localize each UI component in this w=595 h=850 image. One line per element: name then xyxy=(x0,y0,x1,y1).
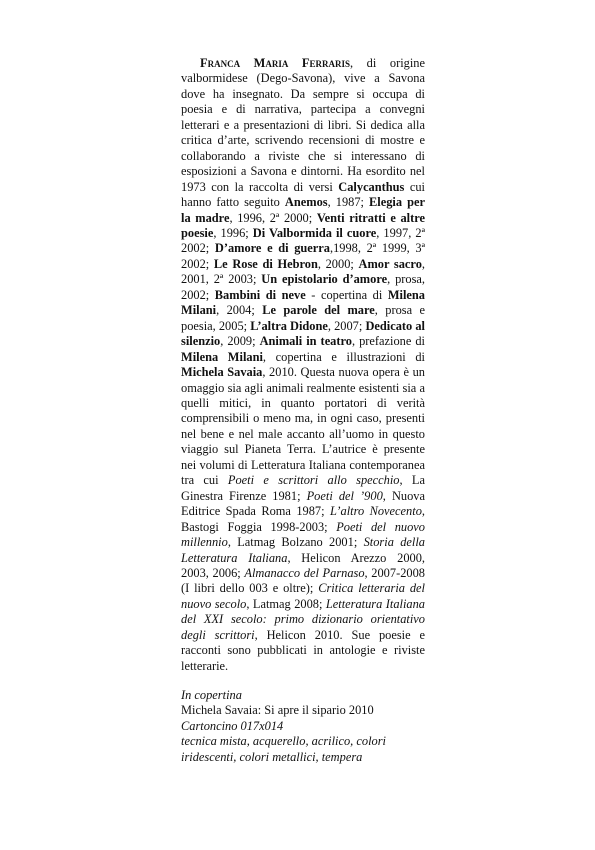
bio-text: , 1997, 2ª 2002; xyxy=(181,225,425,256)
author-biography xyxy=(181,56,425,674)
bio-text: , prosa, 2002; xyxy=(181,272,425,302)
bio-emphasis: Amor sacro xyxy=(358,256,422,271)
bio-text: , 2000; xyxy=(317,256,359,271)
bio-emphasis: Calycanthus xyxy=(338,179,405,194)
bio-emphasis: Letteratura Italiana del XXI secolo: primo dizionario orientativo degli scrittori xyxy=(181,596,425,642)
bio-text: , Helicon 2010. Sue poesie e racconti sono pubblicati in antologie e riviste letterarie. xyxy=(181,627,425,673)
cover-caption xyxy=(181,688,431,765)
bio-text: , 2004; xyxy=(216,303,263,318)
bio-emphasis: L’altra Didone xyxy=(250,318,328,333)
bio-text: , Latmag Bolzano 2001; xyxy=(227,535,364,550)
bio-emphasis: Poeti del nuovo millennio xyxy=(181,519,425,550)
bio-emphasis: Elegia per la madre xyxy=(181,195,426,225)
bio-text: cui hanno fatto seguito xyxy=(181,179,425,210)
bio-text: , Helicon Arezzo 2000, 2003, 2006; xyxy=(181,550,426,580)
bio-text: , 1996; xyxy=(213,225,253,240)
bio-emphasis: Franca Maria Ferraris xyxy=(200,56,350,70)
bio-emphasis: Critica letteraria del nuovo secolo xyxy=(181,581,425,611)
bio-text: , 2009; xyxy=(220,334,260,349)
bio-text: , 2001, 2ª 2003; xyxy=(181,256,425,287)
bio-emphasis: Un epistolario d’amore xyxy=(261,272,388,287)
bio-text: , 2007-2008 (I libri dello 003 e oltre); xyxy=(181,565,425,596)
bio-text: , di origine valbormidese (Dego-Savona), vive a Savona dove ha insegnato. Da sempre si occupa di poesia e di narrativa, partecipa a convegni letterari e a presentazioni di libri. Si dedica alla critica d’arte, scrivendo recensioni di mostre e collaborando a riviste che si interessano di esposizioni a Savona e dintorni. Ha esordito nel 1973 con la raccolta di versi xyxy=(181,56,425,194)
caption-artwork-title: Michela Savaia: Si apre il sipario 2010 xyxy=(181,703,374,718)
bio-emphasis: Bambini di neve xyxy=(214,287,306,302)
bio-text: , 1987; xyxy=(327,195,370,210)
caption-heading: In copertina xyxy=(181,688,242,702)
bio-emphasis: Poeti del ’900 xyxy=(306,488,383,503)
bio-emphasis: Le Rose di Hebron xyxy=(213,256,318,271)
bio-text: , Nuova Editrice Spada Roma 1987; xyxy=(181,488,425,519)
bio-text: , prefazione di xyxy=(351,334,425,349)
bio-text: , prosa e poesia, 2005; xyxy=(181,303,425,333)
bio-emphasis: Milena Milani xyxy=(181,349,263,364)
bio-emphasis: Animali in teatro xyxy=(259,334,352,349)
caption-technique-cont: iridescenti, colori metallici, tempera xyxy=(181,749,363,764)
bio-emphasis: Milena Milani xyxy=(181,287,425,318)
bio-emphasis: Almanacco del Parnaso xyxy=(244,565,365,580)
bio-emphasis: Anemos xyxy=(284,195,328,210)
bio-emphasis: Le parole del mare xyxy=(262,303,375,318)
bio-emphasis: Michela Savaia xyxy=(181,365,263,380)
bio-text: , 2007; xyxy=(327,318,366,333)
bio-text: , Latmag 2008; xyxy=(246,596,326,611)
bio-text: , La Ginestra Firenze 1981; xyxy=(181,473,425,503)
bio-emphasis: D’amore e di guerra xyxy=(214,241,330,256)
bio-text: , copertina e illustrazioni di xyxy=(262,349,425,364)
caption-support: Cartoncino 017x014 xyxy=(181,718,284,733)
bio-emphasis: Di Valbormida il cuore xyxy=(252,225,377,240)
bio-text: - copertina di xyxy=(305,287,388,302)
bio-text: , 1996, 2ª 2000; xyxy=(229,210,317,225)
bio-emphasis: Poeti e scrittori allo specchio xyxy=(227,473,400,488)
bio-emphasis: Dedicato al silenzio xyxy=(181,318,425,349)
bio-text: , 2010. Questa nuova opera è un omaggio sia agli animali realmente esistenti sia a quelli mitici, in quanto portatori di verità comprensibili o meno ma, in ogni caso, presenti nel bene e nel male accanto all’uomo in questo viaggio sul Pianeta Terra. L’autrice è presente nei volumi di Letteratura Italiana contemporanea tra cui xyxy=(181,365,425,488)
caption-technique: tecnica mista, acquerello, acrilico, colori xyxy=(181,734,386,749)
bio-text: , Bastogi Foggia 1998-2003; xyxy=(181,504,425,534)
bio-emphasis: L’altro Novecento xyxy=(329,504,422,519)
bio-emphasis: Storia della Letteratura Italiana xyxy=(181,535,425,565)
bio-text: ,1998, 2ª 1999, 3ª 2002; xyxy=(181,241,425,271)
bio-emphasis: Venti ritratti e altre poesie xyxy=(181,210,425,240)
